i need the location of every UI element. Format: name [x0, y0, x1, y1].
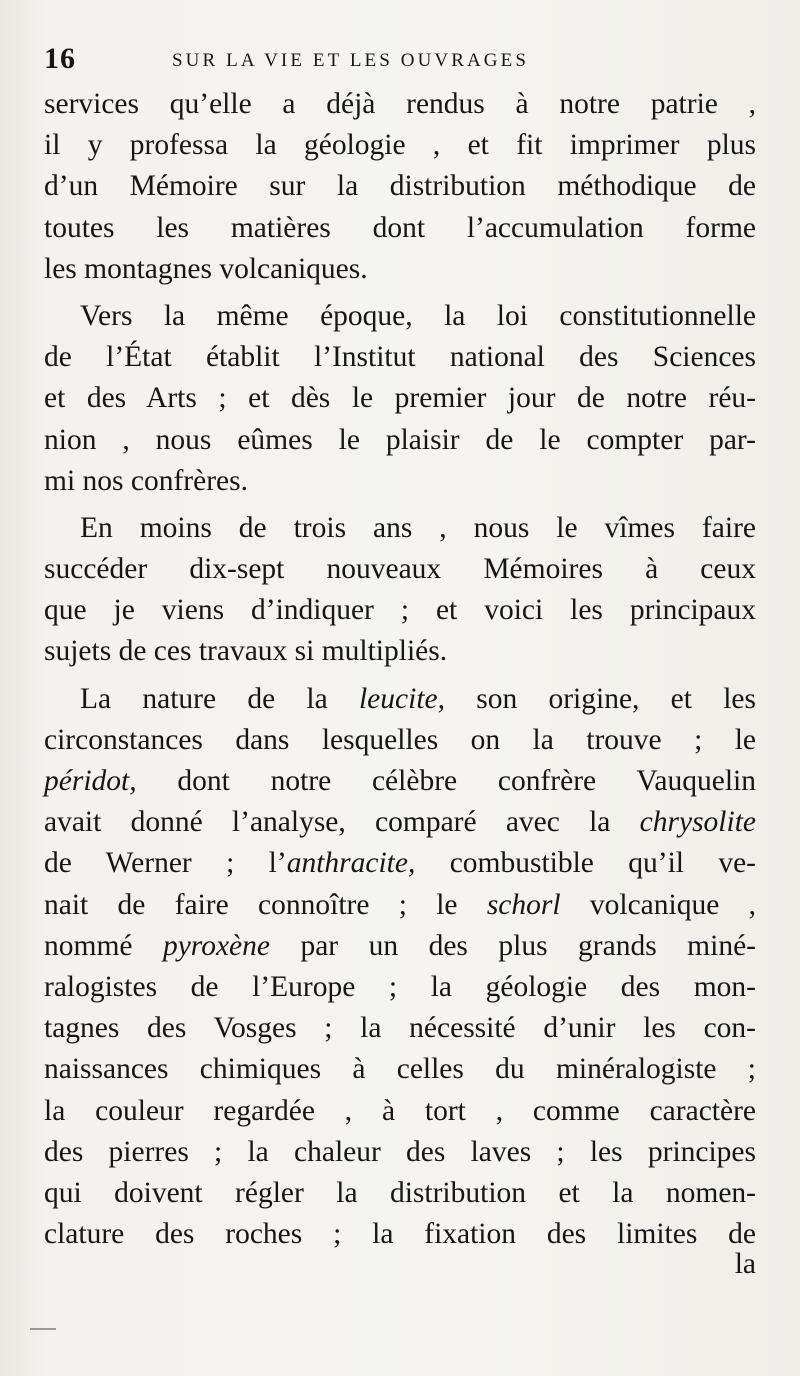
text-line: En moins de trois ans , nous le vîmes faire	[80, 511, 756, 544]
text-line: toutes les matières dont l’accumulation forme	[44, 211, 756, 244]
text-line: tagnes des Vosges ; la nécessité d’unir les con-	[44, 1012, 756, 1045]
margin-mark	[30, 1328, 56, 1330]
italic-term: péridot,	[44, 765, 137, 797]
text-line	[44, 843, 756, 884]
paragraph	[44, 508, 756, 673]
text-segment: combustible qu’il ve-	[415, 847, 756, 880]
text-line: ralogistes de l’Europe ; la géologie des mon-	[44, 970, 756, 1003]
text-line: que je viens d’indiquer ; et voici les principaux	[44, 594, 756, 627]
text-line: les montagnes volcaniques.	[44, 252, 368, 285]
text-line: Vers la même époque, la loi constitutionnelle	[80, 299, 756, 332]
text-segment: de Werner ; l’	[44, 847, 287, 880]
text-line: et des Arts ; et dès le premier jour de notre réu-	[44, 382, 756, 415]
text-segment: dont notre célèbre confrère Vauquelin	[136, 765, 756, 797]
text-line	[44, 679, 756, 720]
text-segment: son origine, et les	[444, 682, 756, 715]
text-line	[44, 926, 756, 967]
text-line	[44, 885, 756, 926]
page-header	[44, 42, 764, 82]
text-line: succéder dix-sept nouveaux Mémoires à ceux	[44, 553, 756, 586]
italic-term: schorl	[486, 888, 561, 921]
text-line: nion , nous eûmes le plaisir de le compter par-	[44, 423, 756, 456]
text-segment: volcanique ,	[560, 888, 756, 921]
text-line	[44, 761, 756, 802]
text-segment: nommé	[44, 929, 163, 962]
text-segment: par un des plus grands miné-	[269, 929, 756, 962]
italic-term: pyroxène	[162, 929, 270, 962]
text-line: sujets de ces travaux si multipliés.	[44, 635, 448, 668]
text-segment: avait donné l’analyse, comparé avec la	[44, 806, 640, 839]
italic-term: leucite,	[358, 682, 445, 715]
text-line: services qu’elle a déjà rendus à notre patrie ,	[44, 88, 756, 120]
text-segment: La nature de la	[80, 682, 359, 715]
paragraph	[44, 84, 756, 290]
text-line: mi nos confrères.	[44, 464, 248, 497]
text-line: qui doivent régler la distribution et la nomen-	[44, 1176, 756, 1209]
text-line: il y professa la géologie , et fit imprimer plus	[44, 129, 756, 162]
text-line: de l’État établit l’Institut national des Sciences	[44, 341, 756, 374]
catchword: la	[734, 1248, 756, 1280]
text-line: la couleur regardée , à tort , comme caractère	[44, 1094, 756, 1127]
page-body	[44, 84, 756, 1255]
italic-term: chrysolite	[639, 806, 756, 839]
paragraph	[44, 679, 756, 1256]
text-line: circonstances dans lesquelles on la trouve ; le	[44, 723, 756, 756]
italic-term: anthracite,	[286, 847, 416, 880]
text-line: des pierres ; la chaleur des laves ; les principes	[44, 1135, 756, 1168]
text-line	[44, 802, 756, 843]
text-segment: nait de faire connoître ; le	[44, 888, 487, 921]
page-number: 16	[44, 42, 76, 75]
paragraph	[44, 296, 756, 502]
running-head: SUR LA VIE ET LES OUVRAGES	[172, 50, 529, 71]
text-line: naissances chimiques à celles du minéralogiste ;	[44, 1053, 756, 1086]
text-line: clature des roches ; la fixation des limites de	[44, 1218, 756, 1251]
text-line: d’un Mémoire sur la distribution méthodique de	[44, 170, 756, 203]
